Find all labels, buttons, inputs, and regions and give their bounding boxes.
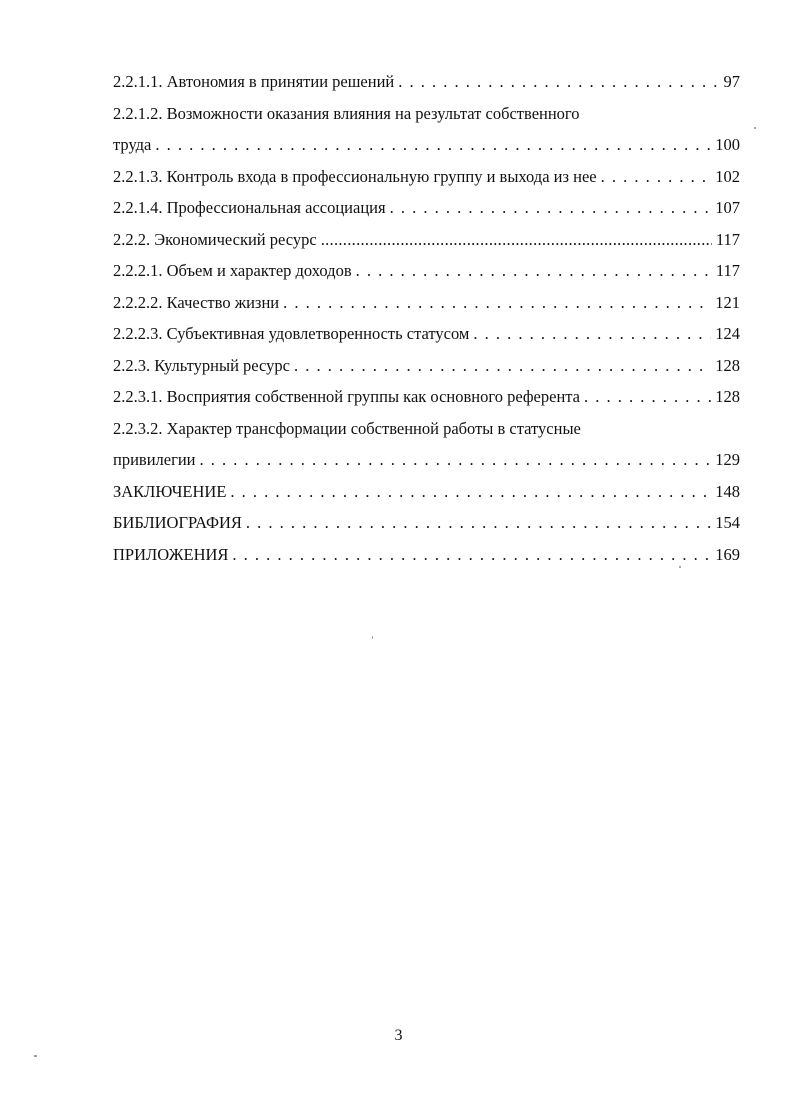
- toc-entry: [113, 161, 740, 193]
- toc-entry-title-first-line: 2.2.3.2. Характер трансформации собственной работы в статусные: [113, 418, 581, 438]
- toc-entry: [113, 381, 740, 413]
- toc-entry: [113, 287, 740, 319]
- scan-speck: [679, 566, 681, 568]
- toc-entry-page: 128: [715, 355, 740, 375]
- toc-entry-page: 148: [715, 481, 740, 501]
- toc-entry-page: 129: [715, 450, 740, 469]
- toc-entry-title: 2.2.1.3. Контроль входа в профессиональную группу и выхода из нее: [113, 166, 597, 186]
- dot-leader: [356, 255, 712, 287]
- toc-entry-title: БИБЛИОГРАФИЯ: [113, 513, 242, 532]
- scan-speck: [372, 636, 373, 639]
- dot-leader: [601, 161, 712, 193]
- toc-entry-title: 2.2.2.3. Субъективная удовлетворенность статусом: [113, 324, 470, 343]
- toc-entry-title: привилегии: [113, 450, 196, 469]
- toc-entry-title: 2.2.3.1. Восприятия собственной группы как основного референта: [113, 387, 581, 406]
- toc-entry-page: 97: [723, 72, 740, 91]
- toc-entry-title: ПРИЛОЖЕНИЯ: [113, 544, 229, 564]
- table-of-contents: [113, 66, 740, 570]
- toc-entry-page: 121: [715, 292, 740, 312]
- toc-entry-page: 107: [715, 198, 740, 217]
- toc-entry: [113, 413, 740, 476]
- toc-entry-page: 169: [715, 544, 740, 564]
- toc-entry-page: 154: [715, 513, 740, 532]
- dot-leader: [390, 192, 712, 224]
- dot-leader: [200, 444, 712, 476]
- dot-leader: [230, 476, 711, 508]
- toc-entry: [113, 318, 740, 350]
- toc-entry-title: 2.2.1.1. Автономия в принятии решений: [113, 72, 395, 91]
- toc-entry-title: 2.2.2.1. Объем и характер доходов: [113, 261, 352, 280]
- toc-entry-page: 124: [715, 324, 740, 343]
- toc-entry-page: 117: [715, 261, 740, 280]
- toc-entry-title: 2.2.1.4. Профессиональная ассоциация: [113, 198, 386, 217]
- scan-speck: [34, 1055, 37, 1057]
- dot-leader: [283, 287, 711, 319]
- toc-entry-page: 102: [715, 166, 740, 186]
- toc-entry: [113, 255, 740, 287]
- toc-entry: [113, 224, 740, 256]
- dot-leader: [398, 66, 719, 98]
- dot-leader: [155, 129, 711, 161]
- toc-entry-title: ЗАКЛЮЧЕНИЕ: [113, 481, 227, 501]
- page-number: 3: [394, 1027, 403, 1044]
- dot-leader: [584, 381, 711, 413]
- dot-leader: [473, 318, 711, 350]
- dot-leader: [246, 507, 711, 539]
- toc-entry: [113, 507, 740, 539]
- toc-entry: [113, 350, 740, 382]
- dot-leader: [294, 350, 711, 382]
- toc-entry: [113, 192, 740, 224]
- toc-entry-title: труда: [113, 135, 152, 154]
- toc-entry-title: 2.2.2. Экономический ресурс: [113, 229, 317, 249]
- toc-entry: [113, 476, 740, 508]
- toc-entry-page: 117: [715, 229, 740, 249]
- toc-entry: [113, 66, 740, 98]
- toc-entry-title: 2.2.2.2. Качество жизни: [113, 292, 280, 312]
- scan-speck: [754, 127, 756, 129]
- toc-entry-title: 2.2.3. Культурный ресурс: [113, 355, 290, 375]
- toc-entry-page: 128: [715, 387, 740, 406]
- dot-leader: [321, 224, 712, 256]
- dot-leader: [232, 539, 711, 571]
- toc-entry-title-first-line: 2.2.1.2. Возможности оказания влияния на результат собственного: [113, 103, 580, 123]
- toc-entry-page: 100: [715, 135, 740, 154]
- toc-entry: [113, 98, 740, 161]
- toc-entry: [113, 539, 740, 571]
